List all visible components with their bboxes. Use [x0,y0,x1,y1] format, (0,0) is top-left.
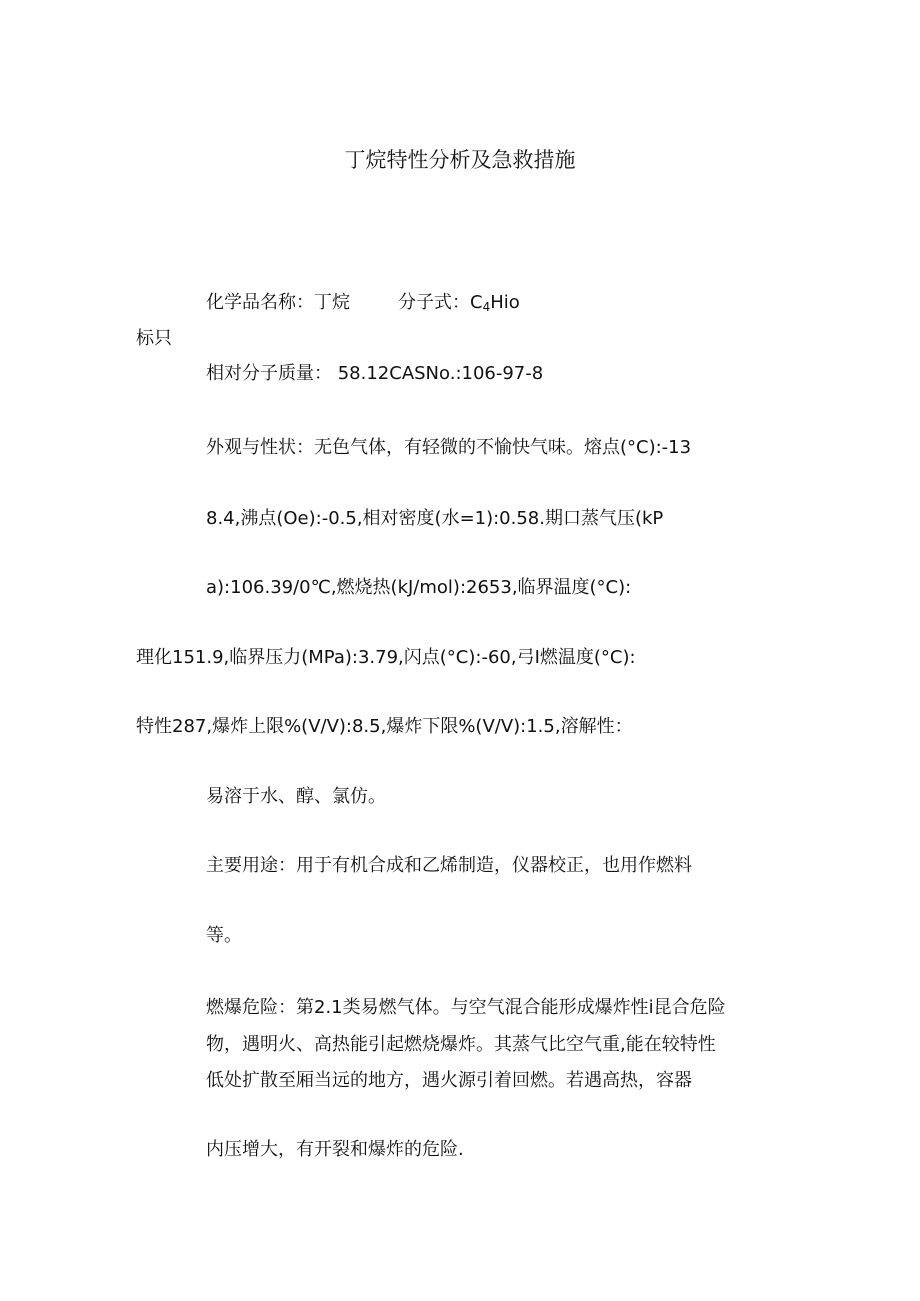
hazard-line-1: 燃爆危险：第2.1类易燃气体。与空气混合能形成爆炸性i昆合危险 [206,997,726,1018]
formula-label: 分子式：C [398,292,483,313]
formula-rest: Hio [490,292,520,313]
section-label-identification: 标只 [136,328,172,349]
properties-line-2: 8.4,沸点(Oe):-0.5,相对密度(水=1):0.58.期口蒸气压(kP [206,508,664,529]
hazard-line-2: 物，遇明火、高热能引起燃烧爆炸。其蒸气比空气重,能在较特性 [206,1034,716,1055]
chemical-name: 化学品名称：丁烷 [206,292,350,313]
properties-line-3: a):106.39/0℃,燃烧热(kJ∕mol):2653,临界温度(°C): [206,577,632,598]
properties-line-6: 易溶于水、醇、氯仿。 [206,786,386,807]
chemical-name-row [206,291,520,319]
usage-line-2: 等。 [206,925,242,946]
usage-line-1: 主要用途：用于有机合成和乙烯制造，仪器校正，也用作燃料 [206,855,692,876]
document-title: 丁烷特性分析及急救措施 [344,148,576,172]
hazard-line-4: 内压增大，有开裂和爆炸的危险. [206,1139,464,1160]
molecular-mass-line: 相对分子质量： 58.12CASNo.:106-97-8 [206,363,544,384]
properties-line-4: 理化151.9,临界压力(MPa):3.79,闪点(°C):-60,弓I燃温度(°C): [136,647,636,668]
properties-line-1: 外观与性状：无色气体，有轻微的不愉快气味。熔点(°C):-13 [206,437,692,458]
hazard-line-3: 低处扩散至厢当远的地方，遇火源引着回燃。若遇高热，容器 [206,1070,692,1091]
properties-line-5: 特性287,爆炸上限%(V∕V):8.5,爆炸下限%(V∕V):1.5,溶解性： [136,716,633,737]
formula-subscript: 4 [482,300,491,314]
